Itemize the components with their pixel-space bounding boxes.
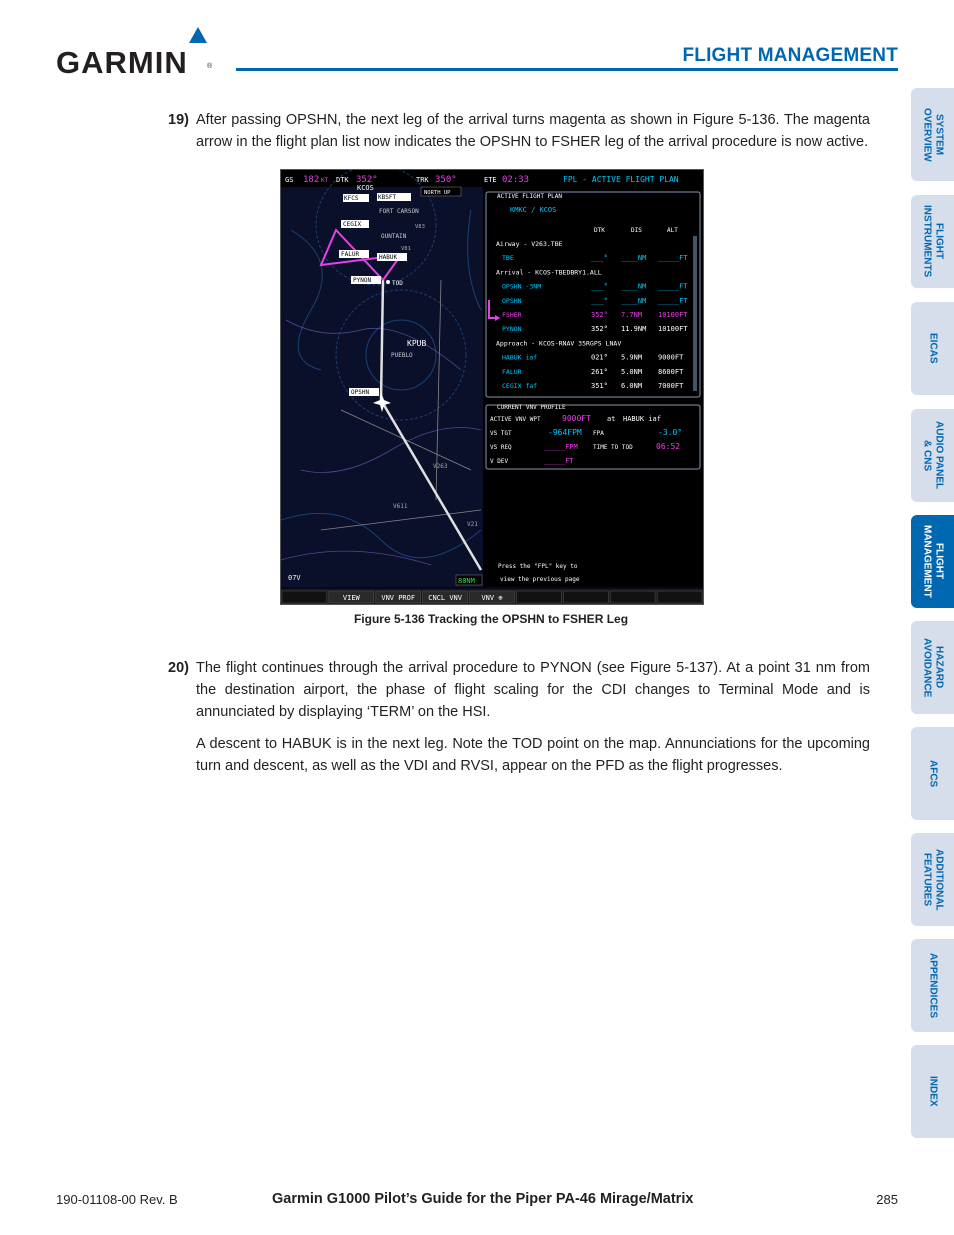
gs-unit: KT [321, 177, 329, 184]
tab-system-overview[interactable] [911, 88, 954, 181]
fpl-dtk: ___° [591, 296, 608, 305]
trk-label: TRK [416, 176, 429, 184]
map-label-kbsft: KBSFT [378, 194, 397, 201]
vnv-active-wpt: HABUK iaf [623, 415, 661, 423]
fpl-dtk: ___° [591, 254, 608, 263]
fpl-alt: 10100FT [658, 325, 688, 334]
col-dis: DIS [631, 227, 642, 234]
vs-req-label: VS REQ [490, 444, 512, 451]
header-rule [236, 68, 898, 71]
fpl-alt: 8600FT [658, 367, 684, 376]
fpl-header: ACTIVE FLIGHT PLAN [497, 193, 563, 200]
tab-afcs[interactable] [911, 727, 954, 820]
vdev-label: V DEV [490, 458, 509, 465]
fpl-alt: _____FT [658, 254, 688, 263]
fpl-dis: ____NM [621, 296, 647, 305]
logo-triangle-icon [189, 27, 207, 43]
tod-label: TIME TO TOD [593, 444, 633, 451]
fpl-dis: 5.9NM [621, 353, 643, 362]
fpl-dis: 6.0NM [621, 382, 643, 390]
map-label-pueblo: PUEBLO [391, 352, 413, 359]
fpl-alt: 9000FT [658, 353, 684, 362]
tod-value: 06:52 [656, 442, 681, 451]
fpl-dis: 11.9NM [621, 325, 647, 334]
page-title: FPL - ACTIVE FLIGHT PLAN [563, 175, 679, 184]
tab-label: FLIGHT INSTRUMENTS [921, 205, 945, 278]
fpl-dtk: 352° [591, 311, 608, 319]
map-label-fort-carson: FORT CARSON [379, 208, 419, 215]
dtk-value: 352° [356, 175, 378, 185]
fpl-dis: ____NM [621, 254, 647, 263]
map-label-habuk: HABUK [379, 254, 398, 261]
fpl-waypoint: OPSHN -3NM [502, 282, 542, 291]
softkey-bar [282, 591, 702, 603]
map-label-mountain: OUNTAIN [381, 233, 407, 240]
col-dtk: DTK [594, 227, 605, 234]
fpl-waypoint: TBE [502, 254, 514, 263]
vs-req-value: _____FPM [544, 443, 578, 451]
trk-value: 350° [435, 175, 457, 185]
garmin-logo [56, 27, 221, 80]
logo-registered: ® [207, 63, 213, 70]
step-number: 20) [168, 660, 189, 676]
tod-point-icon [386, 280, 390, 284]
softkey-label: CNCL VNV [428, 594, 462, 602]
fpa-value: -3.0° [658, 428, 683, 437]
fpl-waypoint: OPSHN [502, 296, 522, 305]
map-label-v83: V83 [415, 224, 425, 230]
step-19 [168, 109, 870, 153]
tab-hazard-avoidance[interactable] [911, 621, 954, 714]
softkey[interactable] [516, 591, 561, 603]
tab-audio-panel[interactable] [911, 409, 954, 502]
fpl-dis: 5.0NM [621, 367, 643, 376]
step-text: The flight continues through the arrival procedure to PYNON (see Figure 5-137). At a point 31 nm from the destination airport, the phase of flight scaling for the CDI changes to Terminal Mode and is annunciated by displaying ‘TERM’ on the HSI. [196, 660, 870, 720]
north-up-label: NORTH UP [424, 190, 451, 196]
tab-label: FLIGHT MANAGEMENT [921, 525, 945, 598]
softkey-label: VNV ⊕ [481, 594, 503, 602]
gs-value: 182 [303, 175, 320, 185]
fpl-dtk: 351° [591, 382, 608, 390]
ete-label: ETE [484, 176, 497, 184]
fpl-dtk: ___° [591, 282, 608, 291]
step-text: After passing OPSHN, the next leg of the arrival turns magenta as shown in Figure 5-136. The magenta arrow in the flight plan list now indicates the OPSHN to FSHER leg of the arrival procedure is now active. [196, 112, 870, 150]
col-alt: ALT [667, 227, 678, 234]
map-label-07v: 07V [288, 574, 301, 582]
fpl-waypoint: FSHER [502, 311, 522, 319]
fpl-section-label: Airway - V263.TBE [496, 240, 563, 248]
map-label-pynon: PYNON [353, 277, 372, 284]
tab-label: AUDIO PANEL & CNS [921, 421, 945, 490]
softkey[interactable] [563, 591, 608, 603]
softkey[interactable] [282, 591, 327, 603]
fpl-dis: ____NM [621, 282, 647, 291]
fpl-waypoint: CEGIX faf [502, 382, 538, 390]
vnv-header: CURRENT VNV PROFILE [497, 404, 566, 411]
figure-caption: Figure 5-136 Tracking the OPSHN to FSHER Leg [353, 612, 629, 626]
fpl-dis: 7.7NM [621, 311, 643, 319]
softkey[interactable] [657, 591, 702, 603]
dtk-label: DTK [336, 176, 349, 184]
tab-label: ADDITIONAL FEATURES [921, 848, 945, 911]
tab-flight-instruments[interactable] [911, 195, 954, 288]
fpl-dtk: 352° [591, 325, 608, 334]
fpl-section-label: Arrival - KCOS-TBEDBRY1.ALL [496, 268, 602, 277]
fpa-label: FPA [593, 430, 604, 437]
vs-tgt-label: VS TGT [490, 430, 512, 437]
ete-value: 02:33 [502, 175, 530, 185]
softkey[interactable] [610, 591, 655, 603]
softkey-label: VIEW [342, 594, 360, 602]
tab-label: APPENDICES [927, 952, 939, 1018]
map-label-kcos: KCOS [357, 184, 374, 192]
tab-label: SYSTEM OVERVIEW [921, 107, 945, 162]
footer-title: Garmin G1000 Pilot’s Guide for the Piper PA-46 Mirage/Matrix [272, 1191, 694, 1207]
map-label-kpub: KPUB [407, 339, 427, 348]
map-label-v263: V263 [433, 463, 448, 470]
map-label-cegix: CEGIX [343, 221, 362, 228]
map-label-v611: V611 [393, 503, 408, 510]
map-label-opshn: OPSHN [351, 389, 370, 396]
tab-label: EICAS [927, 333, 939, 364]
fpl-waypoint: PYNON [502, 325, 522, 334]
doc-number: 190-01108-00 Rev. B [56, 1192, 178, 1207]
fpl-dtk: 261° [591, 367, 608, 376]
map-label-falur: FALUR [341, 251, 360, 258]
tab-index[interactable] [911, 1045, 954, 1138]
fpl-alt: _____FT [658, 282, 688, 291]
gs-label: GS [285, 176, 294, 184]
section-title: FLIGHT MANAGEMENT [682, 45, 898, 66]
tab-eicas[interactable] [911, 302, 954, 395]
step-20-paragraph-2: A descent to HABUK is in the next leg. Note the TOD point on the map. Annunciations for the upcoming turn and descent, as well as the VDI and RVSI, appear on the PFD as the flight progresses. [196, 736, 870, 774]
tab-label: HAZARD AVOIDANCE [921, 637, 945, 698]
help-line-1: Press the "FPL" key to [498, 563, 578, 570]
fpl-alt: 7000FT [658, 382, 684, 390]
tab-appendices[interactable] [911, 939, 954, 1032]
step-20 [168, 657, 870, 723]
mfd-screenshot [280, 169, 704, 605]
fpl-waypoint: FALUR [502, 367, 522, 376]
tab-flight-management[interactable] [911, 515, 954, 608]
vnv-active-value: 9000FT [562, 414, 591, 423]
softkey-label: VNV PROF [381, 594, 416, 602]
tab-additional-features[interactable] [911, 833, 954, 926]
map-label-tod: TOD [392, 280, 403, 287]
vs-tgt-value: -964FPM [548, 428, 582, 437]
map-label-kfcs: KFCS [344, 195, 359, 202]
fpl-alt: _____FT [658, 296, 688, 305]
page-number: 285 [876, 1192, 898, 1207]
vnv-active-label: ACTIVE VNV WPT [490, 416, 541, 423]
vdev-value: _____FT [544, 457, 574, 465]
tab-label: AFCS [927, 759, 939, 788]
fpl-section-label: Approach - KCOS-RNAV 35RGPS LNAV [496, 339, 622, 348]
map-label-v21: V21 [467, 521, 478, 528]
fpl-route: KMKC / KCOS [510, 206, 557, 214]
step-number: 19) [168, 112, 189, 128]
help-line-2: view the previous page [500, 576, 580, 583]
tab-label: INDEX [927, 1076, 939, 1107]
fpl-dtk: 021° [591, 353, 608, 362]
logo-text: GARMIN [56, 45, 188, 80]
fpl-waypoint: HABUK iaf [502, 353, 538, 362]
map-range: 80NM [458, 577, 475, 585]
map-label-v81: V81 [401, 246, 411, 252]
fpl-alt: 10100FT [658, 311, 688, 319]
vnv-active-at: at [607, 415, 616, 423]
